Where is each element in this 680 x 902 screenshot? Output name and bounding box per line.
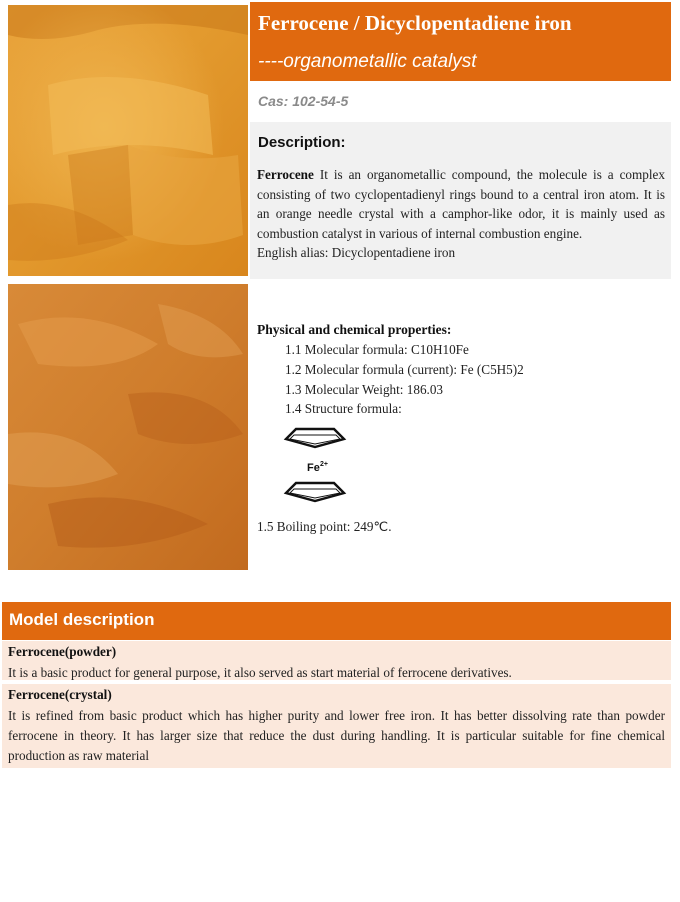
title-banner: [250, 2, 671, 81]
model-row-crystal: [2, 684, 671, 768]
iron-charge: 2+: [320, 461, 328, 468]
model-name: Ferrocene(crystal): [8, 687, 112, 702]
page-subtitle: ----organometallic catalyst: [258, 51, 477, 72]
ferrocene-closeup-photo: [8, 284, 248, 570]
model-row-powder: [2, 641, 671, 680]
model-text: It is a basic product for general purpose, it also served as start material of ferrocene derivatives.: [8, 665, 512, 680]
property-item: 1.4 Structure formula:: [285, 401, 402, 416]
properties-heading: Physical and chemical properties:: [257, 322, 452, 337]
description-alias: English alias: Dicyclopentadiene iron: [257, 245, 456, 261]
iron-label: Fe: [307, 462, 320, 474]
property-item: 1.1 Molecular formula: C10H10Fe: [285, 342, 469, 357]
description-lead: Ferrocene: [257, 167, 314, 182]
boiling-point: 1.5 Boiling point: 249℃.: [257, 519, 392, 534]
ferrocene-structure-diagram: [282, 426, 348, 506]
description-heading: Description:: [258, 134, 346, 151]
cas-number: Cas: 102-54-5: [258, 93, 349, 109]
model-name: Ferrocene(powder): [8, 644, 117, 659]
ferrocene-powder-photo: [8, 5, 248, 276]
model-text: It is refined from basic product which has higher purity and lower free iron. It has better dissolving rate than powder ferrocene in theory. It has larger size that reduce the dust during handling. It is particular suitable for fine chemical production as raw material: [8, 708, 665, 763]
model-description-title: Model description: [9, 610, 155, 629]
model-description-header: [2, 602, 671, 640]
description-panel: [250, 122, 671, 279]
description-text: It is an organometallic compound, the molecule is a complex consisting of two cyclopentadienyl rings bound to a central iron atom. It is an orange needle crystal with a camphor-like odor, it is mainly used as combustion catalyst in various of internal combustion engine.: [257, 167, 665, 241]
description-body: [257, 165, 665, 263]
property-item: 1.2 Molecular formula (current): Fe (C5H5)2: [285, 362, 524, 377]
property-item: 1.3 Molecular Weight: 186.03: [285, 382, 444, 397]
page-title: Ferrocene / Dicyclopentadiene iron: [258, 11, 572, 35]
